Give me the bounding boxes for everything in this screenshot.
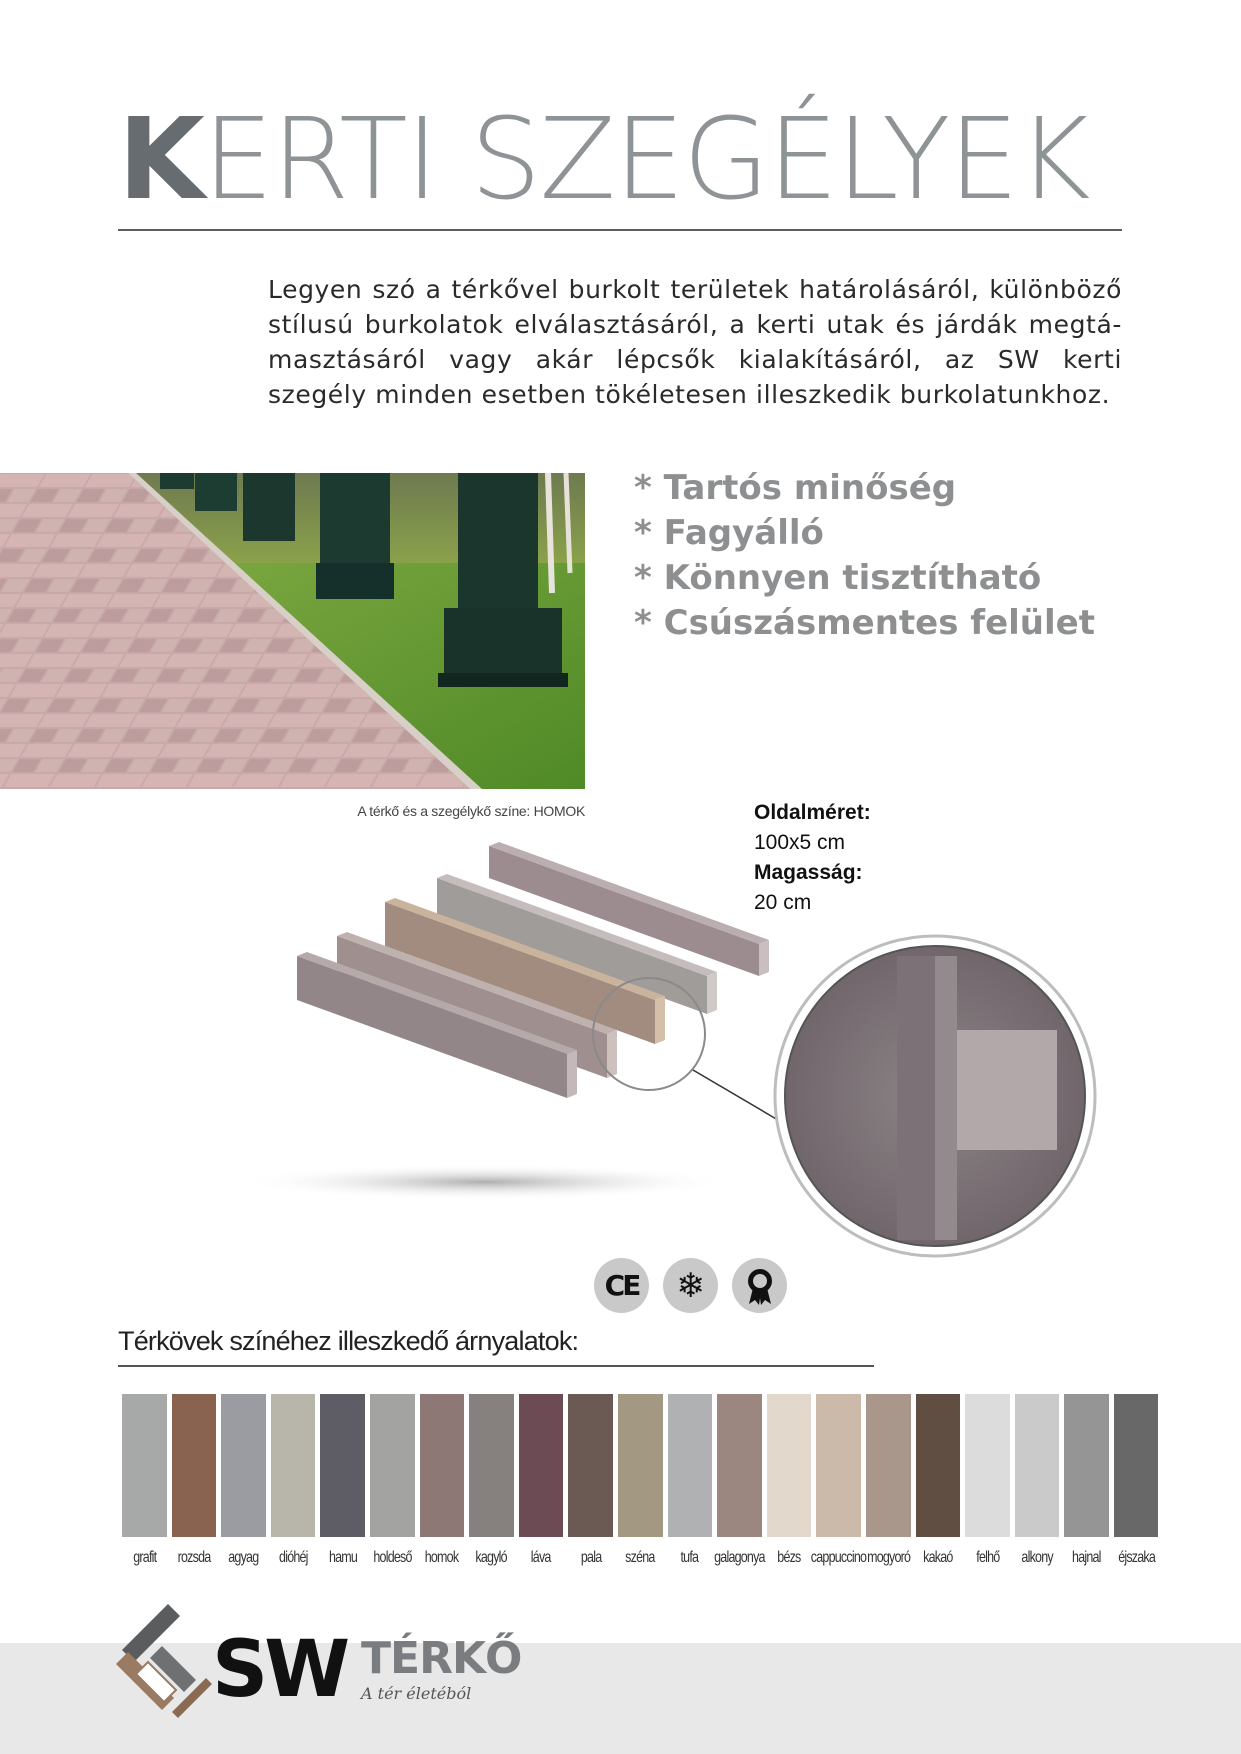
swatch-label: galagonya <box>714 1549 765 1566</box>
swatch-chip <box>420 1394 465 1537</box>
swatch-label: hajnal <box>1072 1549 1101 1566</box>
swatch-chip <box>916 1394 961 1537</box>
photo-caption: A térkő és a szegélykő színe: HOMOK <box>357 803 585 819</box>
swatch-chip <box>172 1394 217 1537</box>
swatch-12 <box>714 1394 765 1567</box>
page-title <box>118 95 1089 225</box>
certification-icons <box>594 1258 787 1313</box>
swatch-label: bézs <box>777 1549 801 1566</box>
swatch-chip <box>320 1394 365 1537</box>
swatch-8 <box>519 1394 564 1567</box>
swatch-chip <box>618 1394 663 1537</box>
logo-mark-icon <box>116 1604 212 1724</box>
swatch-chip <box>221 1394 266 1537</box>
swatch-chip <box>271 1394 316 1537</box>
swatch-label: tufa <box>680 1549 699 1566</box>
swatch-chip <box>668 1394 713 1537</box>
swatch-14 <box>810 1394 867 1567</box>
swatch-chip <box>519 1394 564 1537</box>
swatch-18 <box>1015 1394 1060 1567</box>
swatch-13 <box>767 1394 812 1567</box>
swatch-chip <box>866 1394 911 1537</box>
swatch-label: kagyló <box>475 1549 508 1566</box>
swatch-9 <box>568 1394 613 1567</box>
intro-paragraph: Legyen szó a térkővel burkolt területek határolásáról, különböző stílusú burkolatok elválasztásáról, a kerti utak és járdák megtá-masztásáról vagy akár lépcsők kialakításáról, az SW kerti szegély minden esetben tökéletesen illeszkedik burkolatunkhoz. <box>268 275 1122 409</box>
feature-list <box>634 466 1095 646</box>
swatch-chip <box>767 1394 812 1537</box>
quality-award-icon <box>732 1258 787 1313</box>
swatch-4 <box>320 1394 365 1567</box>
swatch-label: rozsda <box>177 1549 211 1566</box>
garden-path-photo <box>0 473 585 789</box>
swatch-label: dióhéj <box>278 1549 308 1566</box>
swatch-2 <box>221 1394 266 1567</box>
title-initial: K <box>118 95 203 225</box>
swatch-7 <box>469 1394 514 1567</box>
side-size-value: 100x5 cm <box>754 831 846 854</box>
palette-heading: Térkövek színéhez illeszkedő árnyalatok: <box>118 1326 579 1356</box>
sw-terko-logo <box>116 1604 522 1724</box>
swatch-label: éjszaka <box>1117 1549 1155 1566</box>
title-rest: ERTI SZEGÉLYEK <box>202 95 1089 225</box>
swatch-19 <box>1064 1394 1109 1567</box>
swatch-chip <box>568 1394 613 1537</box>
feature-item: * Könnyen tisztítható <box>634 558 1042 598</box>
swatch-label: alkony <box>1021 1549 1053 1566</box>
swatch-11 <box>668 1394 713 1567</box>
swatch-6 <box>420 1394 465 1567</box>
height-label: Magasság: <box>754 861 863 884</box>
swatch-label: grafit <box>132 1549 156 1566</box>
swatch-chip <box>1015 1394 1060 1537</box>
swatch-chip <box>965 1394 1010 1537</box>
logo-brand: SW <box>212 1625 347 1715</box>
swatch-1 <box>172 1394 217 1567</box>
swatch-15 <box>866 1394 911 1567</box>
swatch-chip <box>717 1394 762 1537</box>
swatch-10 <box>618 1394 663 1567</box>
swatch-17 <box>965 1394 1010 1567</box>
swatch-5 <box>370 1394 415 1567</box>
title-divider <box>118 229 1122 231</box>
feature-item: * Tartós minőség <box>634 468 957 508</box>
feature-item: * Csúszásmentes felület <box>634 603 1095 643</box>
swatch-chip <box>122 1394 167 1537</box>
swatch-label: széna <box>625 1549 655 1566</box>
swatch-label: pala <box>580 1549 601 1566</box>
swatch-chip <box>370 1394 415 1537</box>
swatch-chip <box>1114 1394 1159 1537</box>
side-size-label: Oldalméret: <box>754 801 871 824</box>
height-value: 20 cm <box>754 891 812 914</box>
swatch-label: agyag <box>228 1549 259 1566</box>
swatch-chip <box>469 1394 514 1537</box>
color-swatches <box>122 1394 1158 1567</box>
swatch-label: homok <box>425 1549 459 1566</box>
swatch-0 <box>122 1394 167 1567</box>
swatch-label: kakaó <box>923 1549 953 1566</box>
swatch-label: láva <box>531 1549 551 1566</box>
ce-mark-icon: CE <box>594 1258 649 1313</box>
swatch-label: felhő <box>975 1549 999 1566</box>
swatch-3 <box>271 1394 316 1567</box>
palette-divider <box>118 1365 874 1367</box>
feature-item: * Fagyálló <box>634 513 824 553</box>
logo-tagline: A tér életéból <box>361 1684 472 1703</box>
swatch-label: cappuccino <box>810 1549 867 1566</box>
swatch-20 <box>1114 1394 1159 1567</box>
swatch-label: mogyoró <box>866 1549 910 1566</box>
swatch-16 <box>916 1394 961 1567</box>
frost-resistant-icon: ❄ <box>663 1258 718 1313</box>
logo-word: TÉRKŐ <box>361 1633 522 1684</box>
swatch-chip <box>1064 1394 1109 1537</box>
swatch-label: hamu <box>328 1549 357 1566</box>
swatch-chip <box>816 1394 861 1537</box>
swatch-label: holdeső <box>373 1549 412 1566</box>
